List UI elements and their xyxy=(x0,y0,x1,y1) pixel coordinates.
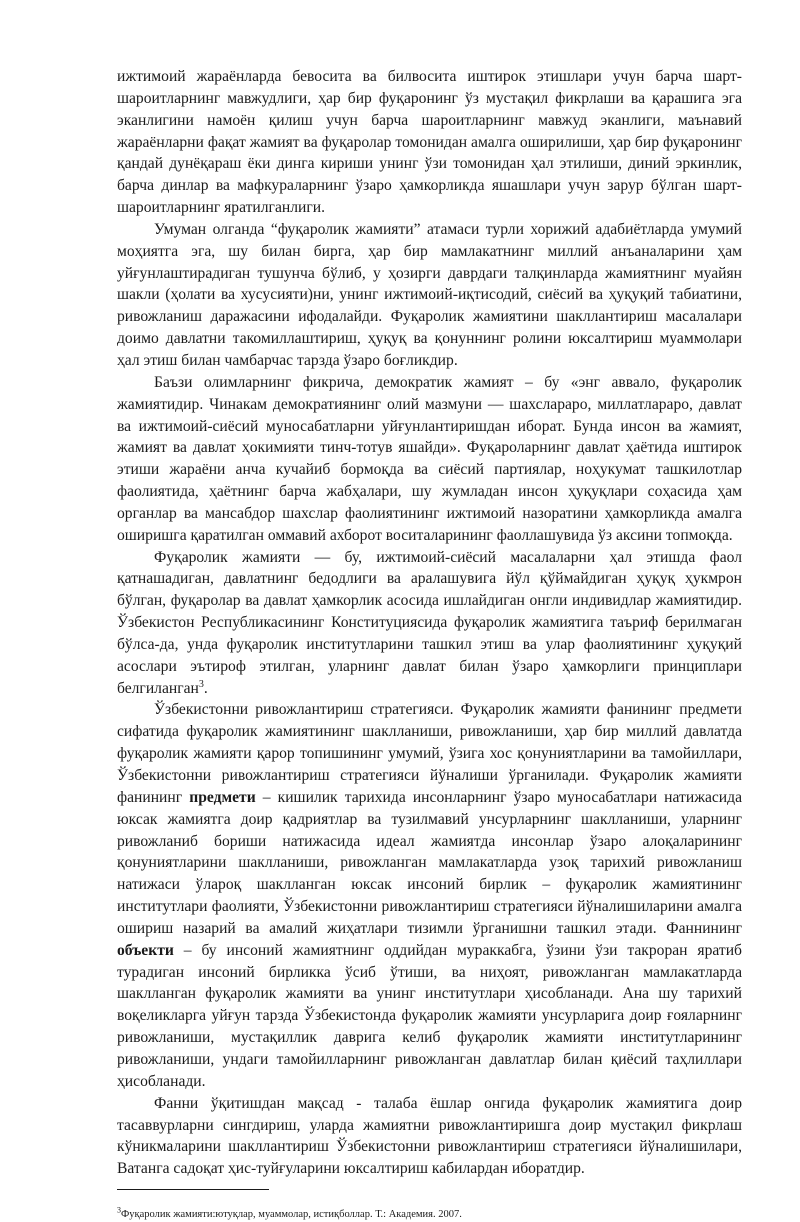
paragraph-text: Ўзбекистонни ривожлантириш стратегияси. Фуқаролик жамияти фанининг предмети сифатида фуқаролик жамиятининг шаклланиши, ривожланиши, ҳар бир миллий давлатда фуқаролик жамияти қарор топишининг умумий, ўзига хос қонуниятларини ва тамойиллари, Ўзбекистонни ривожлантириш стратегияси йўналиши ўрганилади. Фуқаролик жамияти фанининг xyxy=(117,701,742,806)
paragraph xyxy=(117,372,742,547)
paragraph-text: Умуман олганда “фуқаролик жамияти” атамаси турли хорижий адабиётларда умумий моҳиятга эга, шу билан бирга, ҳар бир мамлакатнинг миллий анъаналарини ҳам уйғунлаштирадиган тушунча бўлиб, у ҳозирги даврдаги талқинларда жамиятнинг муайян шакли (ҳолати ва хусусияти)ни, унинг ижтимоий-иқтисодий, сиёсий ва ҳуқуқий табиатини, ривожланиш даражасини ифодалайди. Фуқаролик жамиятини шакллантириш масалалари доимо давлатни такомиллаштириш, ҳуқуқ ва қонуннинг ролини юксалтириш муаммолари ҳал этиш билан чамбарчас тарзда ўзаро боғликдир. xyxy=(117,220,742,369)
paragraph-text: – кишилик тарихида инсонларнинг ўзаро муносабатлари натижасида юксак жамиятга доир қадриятлар ва тузилмавий унсурларнинг шаклланиши, уларнинг ривожланиб бориши натижасида идеал жамиятда инсонлар ўзаро алоқаларининг қонуниятларини шаклланиши, ривожланган мамлакатларда узоқ тарихий ривожланиш натижаси ўлароқ шаклланган юксак инсоний бирлик – фуқаролик жамиятининг институтлари фаолияти, Ўзбекистонни ривожлантириш стратегияси йўналишиларини амалга ошириш назарий ва амалий жиҳатлари тизимли ўрганишни ташкил этади. Фаннининг xyxy=(117,788,743,937)
paragraph-text: Баъзи олимларнинг фикрича, демократик жамият – бу «энг аввало, фуқаролик жамиятидир. Чинакам демократиянинг олий мазмуни — шахслараро, миллатлараро, давлат ва ижтимоий-сиёсий муносабатларни уйғунлантиришдан иборат. Бунда инсон ва жамият, жамият ва давлат ҳокимияти тинч-тотув яшайди». Фуқароларнинг давлат ҳаётида иштирок этиши жараёни анча кучайиб бормоқда ва сиёсий партиялар, ноҳукумат ташкилотлар фаолиятида, ҳаётнинг барча жабҳалари, шу жумладан инсон ҳуқуқлари соҳасида ҳам органлар ва мансабдор шахслар фаолиятининг ижтимоий назоратини ҳамкорликда амалга оширишга қаратилган оммавий ахборот воситаларининг фаоллашувида ўз аксини топмоқда. xyxy=(117,373,742,544)
bold-term: предмети xyxy=(189,788,256,806)
footnote xyxy=(117,1205,742,1222)
paragraph-text: . xyxy=(203,679,208,697)
paragraph-text: Фанни ўқитишдан мақсад - талаба ёшлар онгида фуқаролик жамиятига доир тасаввурларни сингдириш, уларда жамиятни ривожлантиришга доир мустақил фикрлаш кўникмаларини шакллантириш Ўзбекистонни ривожлантириш стратегияси йўналишилари, Ватанга садоқат ҳис-туйғуларини юксалтириш кабилардан иборатдир. xyxy=(117,1094,742,1178)
footnote-marker: 3 xyxy=(117,1205,121,1215)
paragraph xyxy=(117,219,742,372)
paragraph-text: Фуқаролик жамияти — бу, ижтимоий-сиёсий масалаларни ҳал этишда фаол қатнашадиган, давлатнинг бедодлиги ва аралашувига йўл қўймайдиган ҳуқуқ ҳукмрон бўлган, фуқаролар ва давлат ҳамкорлик асосида ишлайдиган онгли индивидлар жамиятидир. Ўзбекистон Республикасининг Конституциясида фуқаролик жамиятига таъриф берилмаган бўлса-да, унда фуқаролик институтларини ташкил этиш ва улар фаолиятининг ҳуқуқий асослари эътироф этилган, уларнинг давлат билан ўзаро ҳамкорлиги принциплари белгиланган xyxy=(117,548,742,697)
footnote-text: Фуқаролик жамияти:ютуқлар, муаммолар, истиқболлар. Т.: Академия. 2007. xyxy=(121,1209,462,1221)
paragraph xyxy=(117,1093,742,1180)
paragraph-text: – бу инсоний жамиятнинг оддийдан мураккабга, ўзини ўзи такроран яратиб турадиган инсоний бирликка ўсиб ўтиши, ва ниҳоят, ривожланган мамлакатларда шаклланган фуқаролик жамияти ва унинг институтлари ҳисобланади. Ана шу тарихий воқеликларга уйғун тарзда Ўзбекистонда фуқаролик жамияти унсурларига доир ғояларнинг ривожланиши, мустақиллик даврига келиб фуқаролик жамияти институтларининг ривожланиши, ундаги тамойилларнинг ривожланган давлатлар билан қиёсий таҳлиллари ҳисобланади. xyxy=(117,941,742,1090)
body-text xyxy=(117,66,742,1180)
bold-term: объекти xyxy=(117,941,174,959)
footnote-reference: 3 xyxy=(198,678,204,690)
paragraph xyxy=(117,699,742,1092)
footnote-divider xyxy=(117,1189,269,1190)
paragraph xyxy=(117,547,742,700)
paragraph-text: ижтимоий жараёнларда бевосита ва билвосита иштирок этишлари учун барча шарт-шароитларнинг мавжудлиги, ҳар бир фуқаронинг ўз мустақил фикрлаши ва қарашига эга эканлигини намоён қилиш учун барча шароитларнинг мавжуд эканлиги, маънавий жараёнларни фақат жамият ва фуқаролар томонидан амалга оширилиши, ҳар бир фуқаронинг қандай дунёқараш ёки динга кириши унинг ўзи томонидан ҳал этилиши, диний эркинлик, барча динлар ва мафкураларнинг ўзаро ҳамкорликда яшашлари учун зарур бўлган шарт-шароитларнинг яратилганлиги. xyxy=(117,68,742,217)
paragraph xyxy=(117,66,742,219)
